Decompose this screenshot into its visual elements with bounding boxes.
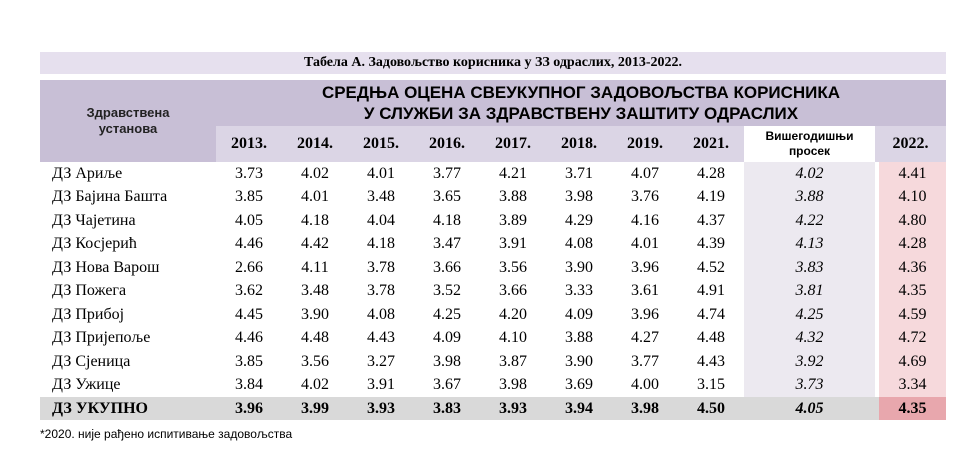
- main-header-line1: СРЕДЊА ОЦЕНА СВЕУКУПНОГ ЗАДОВОЉСТВА КОРИСНИКА: [321, 83, 841, 102]
- score-cell: 3.69: [565, 376, 593, 394]
- score-cell: 3.91: [367, 376, 395, 394]
- score-cell: 4.45: [235, 305, 263, 323]
- score-cell: 3.96: [631, 305, 659, 323]
- score-cell: 4.39: [697, 235, 725, 253]
- table-row: [40, 256, 946, 280]
- score-cell: 3.91: [499, 235, 527, 253]
- score-cell: 3.47: [433, 235, 461, 253]
- score-cell: 3.84: [235, 376, 263, 394]
- year-2022-header: 2022.: [875, 126, 946, 162]
- table-row: [40, 327, 946, 351]
- institution-name: ДЗ Ужице: [52, 376, 121, 394]
- year-header: 2019.: [612, 126, 678, 162]
- average-cell: 4.05: [744, 397, 875, 420]
- score-cell: 3.27: [367, 352, 395, 370]
- year-header: 2021.: [678, 126, 744, 162]
- score-cell: 4.00: [631, 376, 659, 394]
- score-cell: 4.19: [697, 188, 725, 206]
- table-row: [40, 303, 946, 327]
- score-cell: 3.77: [433, 164, 461, 182]
- score-cell: 3.98: [565, 188, 593, 206]
- score-cell: 4.10: [499, 329, 527, 347]
- score-cell: 3.85: [235, 188, 263, 206]
- score-cell: 3.73: [235, 164, 263, 182]
- table-row: [40, 186, 946, 210]
- footnote: *2020. није рађено испитивање задовољства: [40, 427, 293, 441]
- institution-header: [40, 80, 216, 162]
- institution-name: ДЗ Нова Варош: [52, 258, 160, 276]
- score-cell: 3.76: [631, 188, 659, 206]
- main-header: [216, 80, 946, 126]
- score-cell: 4.27: [631, 329, 659, 347]
- score-cell: 4.42: [301, 235, 329, 253]
- score-cell: 3.83: [433, 399, 461, 417]
- score-cell: 3.15: [697, 376, 725, 394]
- score-cell: 4.05: [235, 211, 263, 229]
- main-header-line2: У СЛУЖБИ ЗА ЗДРАВСТВЕНУ ЗАШТИТУ ОДРАСЛИХ: [363, 104, 799, 123]
- institution-name: ДЗ Пожега: [52, 282, 127, 300]
- average-header-line2: просек: [788, 144, 831, 158]
- score-cell: 3.78: [367, 282, 395, 300]
- average-cell: 3.81: [744, 280, 875, 304]
- score-2022-cell: 4.28: [879, 233, 946, 257]
- score-cell: 3.94: [565, 399, 593, 417]
- table-row: [40, 233, 946, 257]
- average-cell: 4.22: [744, 209, 875, 233]
- score-cell: 4.43: [697, 352, 725, 370]
- year-header: 2015.: [348, 126, 414, 162]
- institution-name: ДЗ Косјерић: [52, 235, 137, 253]
- score-cell: 4.01: [301, 188, 329, 206]
- average-cell: 3.83: [744, 256, 875, 280]
- score-cell: 3.52: [433, 282, 461, 300]
- score-cell: 3.96: [631, 258, 659, 276]
- year-header: 2013.: [216, 126, 282, 162]
- score-2022-cell: 4.41: [879, 162, 946, 186]
- score-cell: 3.78: [367, 258, 395, 276]
- score-cell: 4.50: [697, 399, 725, 417]
- score-cell: 3.71: [565, 164, 593, 182]
- score-cell: 3.61: [631, 282, 659, 300]
- table-caption: Табела А. Задовољство корисника у ЗЗ одраслих, 2013-2022.: [40, 52, 946, 74]
- score-cell: 3.88: [565, 329, 593, 347]
- score-cell: 4.21: [499, 164, 527, 182]
- score-cell: 4.46: [235, 235, 263, 253]
- score-cell: 4.08: [565, 235, 593, 253]
- year-header: 2018.: [546, 126, 612, 162]
- score-cell: 3.89: [499, 211, 527, 229]
- score-cell: 3.56: [301, 352, 329, 370]
- score-cell: 3.85: [235, 352, 263, 370]
- score-cell: 4.48: [697, 329, 725, 347]
- score-2022-cell: 4.59: [879, 303, 946, 327]
- score-cell: 4.25: [433, 305, 461, 323]
- average-cell: 3.92: [744, 350, 875, 374]
- year-header-row: [216, 126, 946, 162]
- average-header: [744, 126, 875, 162]
- score-cell: 4.11: [301, 258, 329, 276]
- score-cell: 4.20: [499, 305, 527, 323]
- year-header: 2016.: [414, 126, 480, 162]
- score-cell: 3.48: [301, 282, 329, 300]
- score-cell: 4.18: [301, 211, 329, 229]
- score-cell: 4.18: [433, 211, 461, 229]
- table-header: [40, 80, 946, 162]
- score-cell: 4.04: [367, 211, 395, 229]
- institution-name: ДЗ Сјеница: [52, 352, 131, 370]
- score-cell: 3.66: [433, 258, 461, 276]
- institution-name: ДЗ УКУПНО: [52, 399, 148, 417]
- average-cell: 4.32: [744, 327, 875, 351]
- year-header: 2014.: [282, 126, 348, 162]
- score-2022-cell: 4.80: [879, 209, 946, 233]
- score-cell: 3.62: [235, 282, 263, 300]
- score-cell: 2.66: [235, 258, 263, 276]
- institution-name: ДЗ Бајина Башта: [52, 188, 168, 206]
- institution-name: ДЗ Ариље: [52, 164, 123, 182]
- score-2022-cell: 4.36: [879, 256, 946, 280]
- score-2022-cell: 4.69: [879, 350, 946, 374]
- institution-header-line2: установа: [98, 121, 158, 136]
- score-cell: 4.02: [301, 164, 329, 182]
- institution-name: ДЗ Чајетина: [52, 211, 136, 229]
- score-cell: 3.90: [565, 258, 593, 276]
- score-cell: 3.65: [433, 188, 461, 206]
- score-cell: 3.90: [565, 352, 593, 370]
- score-cell: 3.77: [631, 352, 659, 370]
- score-cell: 3.98: [433, 352, 461, 370]
- score-cell: 3.87: [499, 352, 527, 370]
- score-2022-cell: 4.10: [879, 186, 946, 210]
- score-cell: 4.46: [235, 329, 263, 347]
- total-row: [40, 397, 946, 420]
- score-cell: 4.16: [631, 211, 659, 229]
- score-cell: 3.33: [565, 282, 593, 300]
- score-cell: 4.91: [697, 282, 725, 300]
- score-cell: 4.29: [565, 211, 593, 229]
- score-2022-cell: 3.34: [879, 374, 946, 398]
- table-row: [40, 162, 946, 186]
- score-cell: 4.07: [631, 164, 659, 182]
- score-cell: 4.28: [697, 164, 725, 182]
- score-cell: 4.52: [697, 258, 725, 276]
- score-2022-cell: 4.35: [879, 280, 946, 304]
- score-cell: 3.96: [235, 399, 263, 417]
- score-cell: 4.08: [367, 305, 395, 323]
- table-row: [40, 350, 946, 374]
- score-cell: 4.01: [631, 235, 659, 253]
- average-header-line1: Вишегодишњи: [765, 129, 854, 143]
- average-cell: 4.25: [744, 303, 875, 327]
- average-cell: 4.02: [744, 162, 875, 186]
- table-row: [40, 374, 946, 398]
- score-cell: 4.37: [697, 211, 725, 229]
- table-body: [40, 162, 946, 420]
- average-cell: 3.88: [744, 186, 875, 210]
- score-cell: 3.99: [301, 399, 329, 417]
- score-cell: 3.93: [499, 399, 527, 417]
- score-cell: 3.98: [499, 376, 527, 394]
- average-cell: 3.73: [744, 374, 875, 398]
- score-cell: 3.93: [367, 399, 395, 417]
- score-cell: 4.48: [301, 329, 329, 347]
- score-2022-cell: 4.72: [879, 327, 946, 351]
- score-cell: 4.09: [433, 329, 461, 347]
- institution-name: ДЗ Прибој: [52, 305, 125, 323]
- score-cell: 4.18: [367, 235, 395, 253]
- score-cell: 3.66: [499, 282, 527, 300]
- score-cell: 3.88: [499, 188, 527, 206]
- institution-name: ДЗ Пријепоље: [52, 329, 151, 347]
- score-cell: 3.98: [631, 399, 659, 417]
- table-row: [40, 209, 946, 233]
- score-cell: 4.74: [697, 305, 725, 323]
- institution-header-line1: Здравствена: [86, 105, 170, 120]
- score-cell: 4.01: [367, 164, 395, 182]
- average-cell: 4.13: [744, 233, 875, 257]
- score-cell: 4.43: [367, 329, 395, 347]
- year-header: 2017.: [480, 126, 546, 162]
- score-cell: 4.02: [301, 376, 329, 394]
- score-2022-cell: 4.35: [879, 397, 946, 420]
- score-cell: 4.09: [565, 305, 593, 323]
- score-cell: 3.67: [433, 376, 461, 394]
- score-cell: 3.56: [499, 258, 527, 276]
- score-cell: 3.90: [301, 305, 329, 323]
- score-cell: 3.48: [367, 188, 395, 206]
- table-row: [40, 280, 946, 304]
